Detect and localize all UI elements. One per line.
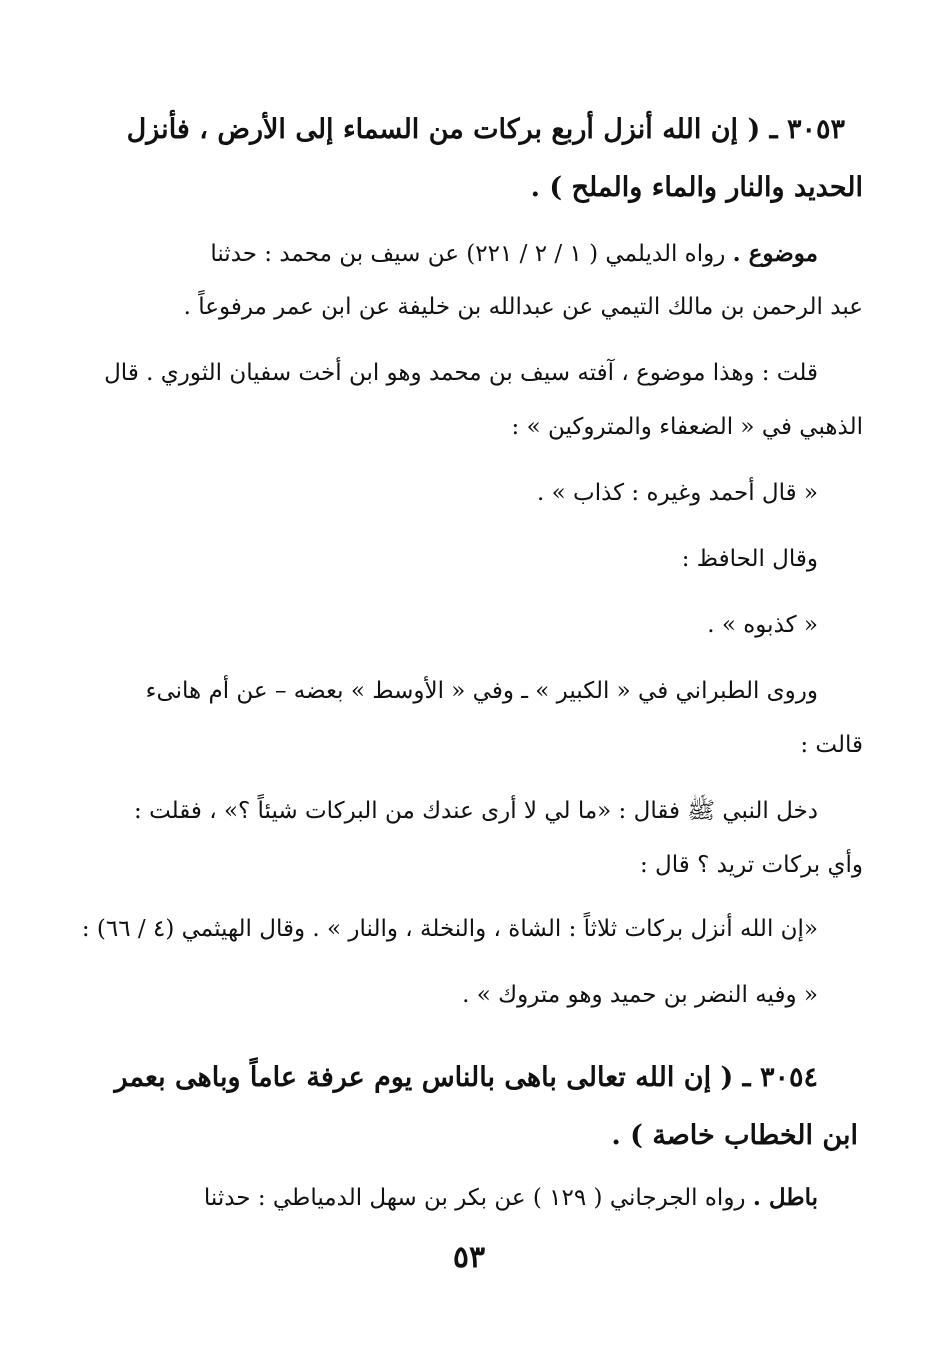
- quote-kadhabuhu: « كذبوه » .: [707, 612, 818, 638]
- source-text: رواه الديلمي ( ١ / ٢ / ٢٢١) عن سيف بن محمد : حدثنا: [210, 241, 726, 267]
- hadith-3053-source-line-1: [210, 242, 818, 266]
- tabarani-line-2: قالت :: [800, 732, 863, 758]
- source-text: رواه الجرجاني ( ١٢٩ ) عن بكر بن سهل الدمياطي : حدثنا: [203, 1185, 746, 1211]
- hadith-3054-title-line-2: ابن الخطاب خاصة ) .: [611, 1120, 858, 1151]
- hafiz-intro: وقال الحافظ :: [681, 546, 818, 572]
- hadith-grade: باطل .: [752, 1184, 818, 1211]
- hadith-3054-title-line-1: [115, 1064, 818, 1091]
- commentary-line-2: الذهبي في « الضعفاء والمتروكين » :: [511, 414, 863, 440]
- hadith-number: ٣٠٥٤: [759, 1062, 818, 1093]
- heading-dash: ـ: [742, 1062, 751, 1093]
- hadith-text-line-1: دخل النبي ﷺ فقال : «ما لي لا أرى عندك من البركات شيئاً ؟» ، فقلت :: [134, 798, 818, 824]
- hadith-text-line-3: «إن الله أنزل بركات ثلاثاً : الشاة ، والنخلة ، والنار » . وقال الهيثمي (٤ / ٦٦) :: [81, 916, 818, 942]
- quote-ahmad: « قال أحمد وغيره : كذاب » .: [537, 480, 818, 506]
- tabarani-line-1: وروى الطبراني في « الكبير » ـ وفي « الأوسط » بعضه – عن أم هانىء: [145, 678, 818, 704]
- hadith-3053-title-line-2: الحديد والنار والماء والملح ) .: [530, 172, 863, 203]
- hadith-title-text: ( إن الله تعالى باهى بالناس يوم عرفة عاماً وباهى بعمر: [114, 1062, 734, 1093]
- hadith-3054-source-line-1: [204, 1186, 818, 1210]
- hadith-3053-title-line-1: [127, 116, 845, 143]
- commentary-line-1: قلت : وهذا موضوع ، آفته سيف بن محمد وهو ابن أخت سفيان الثوري . قال: [104, 360, 818, 386]
- page-number: ٥٣: [452, 1240, 486, 1275]
- haythami-quote: « وفيه النضر بن حميد وهو متروك » .: [462, 982, 818, 1008]
- hadith-title-text: ( إن الله أنزل أربع بركات من السماء إلى الأرض ، فأنزل: [126, 114, 761, 145]
- hadith-3053-source-line-2: عبد الرحمن بن مالك التيمي عن عبدالله بن خليفة عن ابن عمر مرفوعاً .: [183, 294, 863, 320]
- hadith-text-line-2: وأي بركات تريد ؟ قال :: [640, 852, 863, 878]
- hadith-grade: موضوع .: [732, 240, 818, 267]
- hadith-number: ٣٠٥٣: [786, 114, 845, 145]
- heading-dash: ـ: [769, 114, 778, 145]
